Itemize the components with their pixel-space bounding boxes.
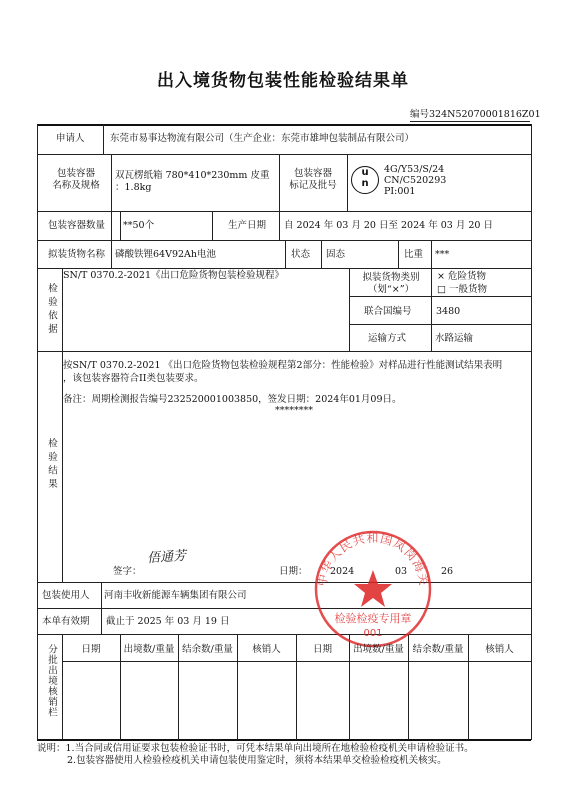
result-text-2: ，该包装容器符合II类包装要求。 — [63, 373, 204, 384]
transport-label: 运输方式 — [368, 333, 407, 344]
production-date-value: 自 2024 年 03 月 20 日至 2024 年 03 月 20 日 — [284, 220, 493, 231]
result-label: 检验结果 — [46, 438, 57, 492]
container-name-label: 包装容器 名称及规格 — [52, 168, 100, 191]
official-seal — [312, 528, 434, 650]
container-name-value: 双瓦楞纸箱 780*410*230mm 皮重 ：1.8kg — [115, 170, 270, 193]
goods-value: 磷酸铁锂64V92Ah电池 — [115, 249, 217, 260]
batch-header-date-2: 日期 — [312, 644, 332, 655]
basis-value: SN/T 0370.2-2021《出口危险货物包装检验规程》 — [63, 270, 285, 281]
batch-header-verifier-1: 核销人 — [252, 644, 281, 655]
batch-label: 分批出境核销栏 — [46, 644, 57, 718]
transport-value: 水路运输 — [435, 333, 474, 344]
goods-label: 拟装货物名称 — [48, 249, 106, 260]
category-general-option: □ 一般货物 — [437, 284, 487, 295]
container-mark-label: 包装容器 标记及批号 — [289, 168, 337, 191]
quantity-value: **50个 — [123, 220, 155, 231]
svg-text:中华人民共和国凤岗海关: 中华人民共和国凤岗海关 — [314, 531, 432, 588]
package-mark-lines: 4G/Y53/S/24 CN/C520293 PI:001 — [384, 164, 447, 197]
category-label: 拟装货物类别 （划“×”） — [362, 272, 420, 295]
quantity-label: 包装容器数量 — [48, 220, 106, 231]
density-value: *** — [435, 249, 450, 260]
user-value: 河南丰收新能源车辆集团有限公司 — [104, 590, 247, 601]
seal-star-icon — [354, 570, 392, 607]
date-day: 26 — [441, 566, 454, 577]
seal-number: 001 — [363, 628, 383, 639]
batch-header-verifier-2: 核销人 — [485, 644, 514, 655]
signature: 俉通芳 — [146, 548, 187, 567]
applicant-label: 申请人 — [56, 133, 85, 144]
applicant-value: 东莞市易事达物流有限公司（生产企业：东莞市雄坤包装制品有限公司） — [110, 133, 415, 144]
result-text-1: 按SN/T 0370.2-2021 《出口危险货物包装检验规程第2部分：性能检验》对样品进行性能测试结果表明 — [63, 360, 503, 371]
batch-header-date-1: 日期 — [81, 644, 101, 655]
basis-label: 检验依据 — [46, 283, 57, 337]
production-date-label: 生产日期 — [228, 220, 267, 231]
page-title: 出入境货物包装性能检验结果单 — [157, 71, 409, 91]
note-1: 说明：1.当合同或信用证要求包装检验证书时，可凭本结果单向出境所在地检验检疫机关申请检验证书。 — [37, 743, 474, 754]
note-2: 2.包装容器使用人检验检疫机关申请包装使用鉴定时，须将本结果单交检验检疫机关核实。 — [67, 755, 447, 766]
date-label: 日期： — [279, 566, 308, 577]
validity-value: 截止于 2025 年 03 月 19 日 — [106, 616, 230, 627]
remark-text: 备注：周期检测报告编号232520001003850，签发日期：2024年01月09日。 — [63, 394, 402, 405]
category-dangerous-option: × 危险货物 — [437, 271, 486, 282]
stars-line: ******** — [275, 405, 313, 416]
seal-subtitle: 检验检疫专用章 — [334, 612, 412, 625]
state-label: 状态 — [291, 249, 311, 260]
un-number-value: 3480 — [436, 306, 461, 317]
date-year: 2024 — [330, 566, 355, 577]
certificate-number: 编号324N52070001816Z01 — [410, 109, 541, 120]
batch-header-balance-1: 结余数/重量 — [182, 644, 233, 655]
batch-header-out-1: 出境数/重量 — [123, 644, 175, 655]
validity-label: 本单有效期 — [42, 616, 90, 627]
batch-header-balance-2: 结余数/重量 — [412, 644, 464, 655]
batch-header-out-2: 出境数/重量 — [353, 644, 404, 655]
un-packaging-logo: u n — [351, 166, 379, 194]
signer-label: 签字： — [113, 566, 142, 577]
state-value: 固态 — [326, 249, 346, 260]
un-number-label: 联合国编号 — [364, 306, 412, 317]
date-month: 03 — [395, 566, 408, 577]
user-label: 包装使用人 — [42, 590, 90, 601]
density-label: 比重 — [404, 249, 424, 260]
